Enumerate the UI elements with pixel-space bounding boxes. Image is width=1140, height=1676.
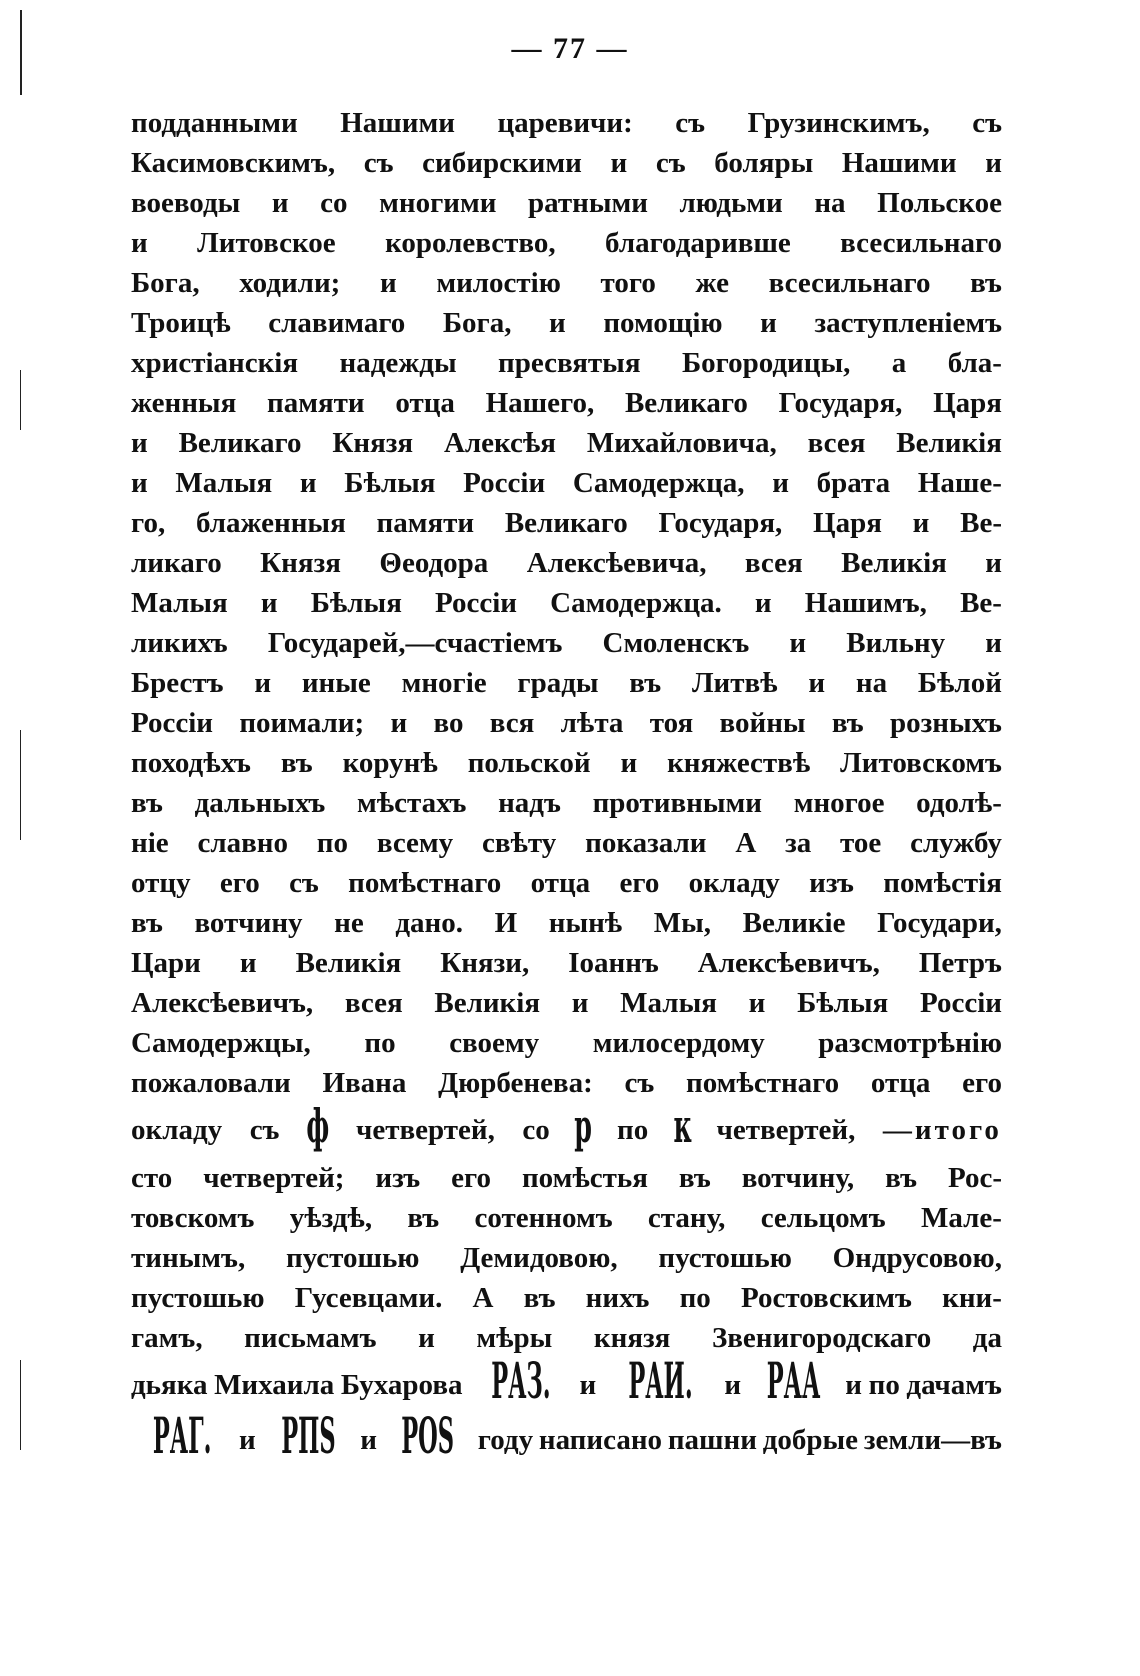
word: тоя — [649, 707, 694, 739]
word: Россіи — [919, 987, 1002, 1019]
word: же — [695, 267, 730, 299]
word: не — [334, 907, 364, 939]
word: на — [855, 667, 888, 699]
word: Малыя — [175, 467, 273, 499]
word: съ — [655, 147, 686, 179]
word: ратными — [528, 187, 648, 219]
word: —итого — [882, 1114, 1002, 1146]
word: королевство, — [385, 227, 556, 259]
word: И — [494, 907, 518, 939]
word: женныя — [131, 387, 237, 419]
word: славно — [197, 827, 288, 859]
word: Бога, — [442, 307, 512, 339]
word: Бѣлыя — [310, 587, 402, 619]
word: Рос- — [947, 1162, 1002, 1194]
word: и — [760, 307, 777, 339]
date-glyph: РАГ. — [152, 1413, 212, 1465]
word: Ростовскимъ — [740, 1282, 912, 1314]
word: и — [418, 1322, 435, 1354]
word: пустошью — [285, 1242, 420, 1274]
word: въ — [407, 1202, 440, 1234]
word: окладу — [131, 1114, 223, 1146]
word: мѣры — [476, 1322, 553, 1354]
word: Государя, — [658, 507, 783, 539]
word: Великія — [434, 987, 541, 1019]
word: и — [724, 1369, 742, 1401]
word: помѣстнаго — [348, 867, 502, 899]
word: за — [785, 827, 812, 859]
text-line-1 — [131, 103, 1002, 143]
word: надъ — [498, 787, 561, 819]
word: дьяка — [131, 1369, 208, 1401]
word: пашни — [667, 1424, 757, 1456]
word: и — [985, 147, 1002, 179]
word: Нашимъ, — [804, 587, 927, 619]
body-text — [131, 103, 1002, 1468]
word: кни- — [942, 1282, 1002, 1314]
word: Царя — [813, 507, 882, 539]
word: окладу — [688, 867, 780, 899]
word: Литовское — [197, 227, 336, 259]
date-glyph: РПS — [280, 1413, 336, 1465]
word: и — [789, 627, 807, 659]
word: и — [754, 587, 772, 619]
word: со — [522, 1114, 550, 1146]
word: надежды — [339, 347, 457, 379]
word: четвертей; — [203, 1162, 345, 1194]
word: Малыя — [620, 987, 717, 1019]
text-line-6 — [131, 303, 1002, 343]
word: ніе — [131, 827, 169, 859]
word: его — [451, 1162, 491, 1194]
word: пустошью — [658, 1242, 792, 1274]
word: благодарившe — [605, 227, 791, 259]
word: Ивана — [322, 1067, 407, 1099]
text-line-3 — [131, 183, 1002, 223]
word: всесильнаго — [768, 267, 931, 299]
text-line-11 — [131, 503, 1002, 543]
word: всея — [807, 427, 866, 459]
word: Михайловича, — [586, 427, 777, 459]
word: и — [571, 987, 589, 1019]
text-line-17 — [131, 743, 1002, 783]
word: службу — [910, 827, 1002, 859]
word: Князя — [332, 427, 414, 459]
word: помощію — [603, 307, 723, 339]
word: ликаго — [131, 547, 222, 579]
word: Князя — [260, 547, 341, 579]
word: всесильнаго — [840, 227, 1002, 259]
word: въ — [970, 267, 1002, 299]
word: его — [962, 1067, 1002, 1099]
text-line-12 — [131, 543, 1002, 583]
word: Ве- — [960, 587, 1002, 619]
word: земли—въ — [863, 1424, 1002, 1456]
word: розныхъ — [890, 707, 1002, 739]
text-line-26 — [131, 1103, 1002, 1158]
word: Великія — [295, 947, 402, 979]
word: а — [891, 347, 907, 379]
word: дачамъ — [906, 1369, 1002, 1401]
word: Бѣлыя — [344, 467, 436, 499]
word: Гусевцами. — [294, 1282, 443, 1314]
text-line-28 — [131, 1198, 1002, 1238]
word: Смоленскъ — [602, 627, 750, 659]
scan-edge-mid — [20, 370, 21, 430]
text-line-7 — [131, 343, 1002, 383]
word: Нашими — [340, 107, 455, 139]
date-glyph: РАИ. — [628, 1358, 693, 1410]
word: въ — [831, 707, 864, 739]
word: стану, — [647, 1202, 726, 1234]
word: бла- — [947, 347, 1002, 379]
text-line-29 — [131, 1238, 1002, 1278]
word: иные — [301, 667, 371, 699]
word: Петръ — [918, 947, 1002, 979]
word: Великаго — [178, 427, 302, 459]
word: войны — [719, 707, 806, 739]
word: Князи, — [440, 947, 530, 979]
word: въ — [131, 907, 163, 939]
word: разсмотрѣнію — [818, 1027, 1002, 1059]
word: корунѣ — [342, 747, 438, 779]
word: отца — [530, 867, 591, 899]
word: и — [772, 467, 789, 499]
word: и — [808, 667, 826, 699]
numeral-glyph: р — [574, 1103, 593, 1153]
word: въ — [629, 667, 662, 699]
text-line-32 — [131, 1358, 1002, 1413]
word: и — [299, 467, 317, 499]
word: и — [845, 1369, 863, 1401]
word: и — [985, 547, 1002, 579]
word: Бухарова — [340, 1369, 463, 1401]
word: Великаго — [504, 507, 628, 539]
text-line-13 — [131, 583, 1002, 623]
word: Великаго — [624, 387, 748, 419]
word: и — [985, 627, 1002, 659]
word: памяти — [376, 507, 475, 539]
word: Царя — [933, 387, 1002, 419]
word: Касимовскимъ, — [131, 147, 336, 179]
word: Алексѣевичъ, — [131, 987, 314, 1019]
word: и — [620, 747, 638, 779]
word: по — [617, 1114, 649, 1146]
word: и — [610, 147, 628, 179]
text-line-16 — [131, 703, 1002, 743]
word: ликихъ — [131, 627, 228, 659]
word: помѣстія — [883, 867, 1002, 899]
word: Бѣлой — [917, 667, 1002, 699]
word: отцу — [131, 867, 191, 899]
word: своему — [449, 1027, 540, 1059]
word: милостію — [436, 267, 561, 299]
text-line-19 — [131, 823, 1002, 863]
text-line-31 — [131, 1318, 1002, 1358]
word: князя — [593, 1322, 671, 1354]
word: Ве- — [960, 507, 1002, 539]
numeral-glyph: ф — [306, 1103, 330, 1153]
word: въ — [678, 1162, 711, 1194]
word: и — [360, 1424, 377, 1456]
word: изъ — [375, 1162, 421, 1194]
word: и — [239, 947, 257, 979]
word: А — [472, 1282, 494, 1314]
word: царевичи: — [497, 107, 633, 139]
word: въ — [280, 747, 313, 779]
word: Польское — [877, 187, 1002, 219]
text-line-4 — [131, 223, 1002, 263]
word: памяти — [267, 387, 365, 419]
text-line-5 — [131, 263, 1002, 303]
text-line-27 — [131, 1158, 1002, 1198]
word: Государи, — [877, 907, 1002, 939]
text-line-8 — [131, 383, 1002, 423]
word: того — [600, 267, 656, 299]
word: христіанскія — [131, 347, 299, 379]
word: Великіе — [742, 907, 846, 939]
word: помѣстья — [521, 1162, 648, 1194]
word: и — [131, 427, 148, 459]
text-line-23 — [131, 983, 1002, 1023]
word: славимаго — [268, 307, 406, 339]
word: отца — [870, 1067, 931, 1099]
word: сотенномъ — [474, 1202, 613, 1234]
word: показали — [585, 827, 707, 859]
word: подданными — [131, 107, 298, 139]
word: всея — [744, 547, 803, 579]
text-line-2 — [131, 143, 1002, 183]
word: Россіи — [131, 707, 214, 739]
word: тое — [840, 827, 882, 859]
word: многіе — [401, 667, 487, 699]
text-line-9 — [131, 423, 1002, 463]
word: нихъ — [585, 1282, 650, 1314]
word: нынѣ — [548, 907, 623, 939]
word: Мы, — [653, 907, 712, 939]
word: многое — [793, 787, 885, 819]
word: съ — [289, 867, 319, 899]
text-line-30 — [131, 1278, 1002, 1318]
page-number: — 77 — — [511, 32, 629, 65]
word: людьми — [679, 187, 783, 219]
word: товскомъ — [131, 1202, 255, 1234]
scan-edge-bottom — [20, 1360, 21, 1450]
word: всему — [376, 827, 454, 859]
text-line-22 — [131, 943, 1002, 983]
word: по — [364, 1027, 396, 1059]
word: съ — [972, 107, 1002, 139]
word: походѣхъ — [131, 747, 251, 779]
word: ходили; — [239, 267, 341, 299]
word: заступленіемъ — [814, 307, 1002, 339]
word: Самодержца. — [550, 587, 722, 619]
word: дальныхъ — [194, 787, 326, 819]
word: го, — [131, 507, 166, 539]
word: пресвятыя — [498, 347, 641, 379]
word: Россіи — [435, 587, 518, 619]
text-line-18 — [131, 783, 1002, 823]
text-line-10 — [131, 463, 1002, 503]
word: польской — [467, 747, 591, 779]
word: письмамъ — [244, 1322, 377, 1354]
word: тинымъ, — [131, 1242, 246, 1274]
word: изъ — [809, 867, 854, 899]
word: А — [735, 827, 757, 859]
word: съ — [624, 1067, 655, 1099]
word: въ — [131, 787, 163, 819]
word: дано. — [395, 907, 463, 939]
word: Брестъ — [131, 667, 224, 699]
word: вотчину — [194, 907, 303, 939]
word: четвертей, — [356, 1114, 495, 1146]
word: и — [390, 707, 408, 739]
word: по — [868, 1369, 900, 1401]
text-line-15 — [131, 663, 1002, 703]
word: и — [260, 587, 278, 619]
word: Мале- — [920, 1202, 1002, 1234]
word: во — [433, 707, 464, 739]
word: отца — [395, 387, 455, 419]
word: Нашими — [841, 147, 957, 179]
word: Бога, — [131, 267, 200, 299]
word: съ — [249, 1114, 280, 1146]
word: и — [748, 987, 766, 1019]
word: на — [814, 187, 846, 219]
word: написано — [538, 1424, 663, 1456]
word: княжествѣ — [667, 747, 811, 779]
word: Михаила — [214, 1369, 335, 1401]
word: въ — [523, 1282, 556, 1314]
word: и — [549, 307, 566, 339]
word: добрые — [762, 1424, 859, 1456]
word: Литовскомъ — [840, 747, 1002, 779]
word: мѣстахъ — [356, 787, 467, 819]
word: Алексѣя — [443, 427, 556, 459]
word: четвертей, — [716, 1114, 856, 1146]
word: Государя, — [778, 387, 903, 419]
word: Троицѣ — [131, 307, 231, 339]
word: Великія — [896, 427, 1002, 459]
text-line-33 — [131, 1413, 1002, 1468]
word: Бѣлыя — [797, 987, 889, 1019]
word: Литвѣ — [691, 667, 778, 699]
word: и — [239, 1424, 256, 1456]
word: да — [972, 1322, 1002, 1354]
word: блаженныя — [195, 507, 346, 539]
word: Демидовою, — [460, 1242, 618, 1274]
text-lines — [131, 103, 1002, 1103]
numeral-glyph: к — [673, 1103, 692, 1153]
word: Цари — [131, 947, 201, 979]
word: Звенигородскаго — [711, 1322, 932, 1354]
word: сто — [131, 1162, 173, 1194]
word: гамъ, — [131, 1322, 203, 1354]
date-glyph: РАЗ. — [491, 1358, 551, 1410]
word: въ — [885, 1162, 917, 1194]
word: Θеодора — [379, 547, 489, 579]
word: и — [131, 467, 148, 499]
word: одолѣ- — [916, 787, 1002, 819]
word: всея — [344, 987, 403, 1019]
text-line-21 — [131, 903, 1002, 943]
word: и — [912, 507, 930, 539]
word: по — [316, 827, 348, 859]
word: вся — [489, 707, 535, 739]
word: боляры — [714, 147, 814, 179]
word: воеводы — [131, 187, 241, 219]
word: Нашего, — [485, 387, 595, 419]
word: Алексѣевича, — [526, 547, 707, 579]
word: сибирскими — [422, 147, 582, 179]
word: году — [477, 1424, 534, 1456]
word: Самодержца, — [572, 467, 745, 499]
word: свѣту — [482, 827, 557, 859]
word: Ондрусовою, — [832, 1242, 1002, 1274]
word: Россіи — [463, 467, 546, 499]
date-glyph: РОS — [400, 1413, 454, 1465]
word: Государей,—счастіемъ — [267, 627, 563, 659]
word: помѣстнаго — [686, 1067, 840, 1099]
word: Малыя — [131, 587, 228, 619]
word: Алексѣевичъ, — [697, 947, 880, 979]
word: многими — [379, 187, 497, 219]
word: Наше- — [917, 467, 1002, 499]
word: и — [379, 267, 397, 299]
word: Дюрбенева: — [438, 1067, 593, 1099]
word: лѣта — [560, 707, 624, 739]
word: Богородицы, — [681, 347, 851, 379]
word: и — [254, 667, 272, 699]
word: Вильну — [846, 627, 946, 659]
word: грады — [517, 667, 599, 699]
word: сельцомъ — [760, 1202, 886, 1234]
date-glyph: РАА — [766, 1358, 820, 1410]
word: пожаловали — [131, 1067, 291, 1099]
word: вотчину, — [741, 1162, 855, 1194]
word: противными — [592, 787, 762, 819]
text-line-25 — [131, 1063, 1002, 1103]
word: его — [619, 867, 660, 899]
word: милосердому — [592, 1027, 765, 1059]
text-line-24 — [131, 1023, 1002, 1063]
word: уѣздѣ, — [289, 1202, 373, 1234]
word: со — [320, 187, 348, 219]
word: по — [679, 1282, 711, 1314]
word: его — [219, 867, 260, 899]
text-line-14 — [131, 623, 1002, 663]
word: и — [271, 187, 289, 219]
word: Великія — [841, 547, 947, 579]
word: Грузинскимъ, — [747, 107, 930, 139]
word: Самодержцы, — [131, 1027, 311, 1059]
scan-edge-low — [20, 730, 21, 840]
word: съ — [363, 147, 394, 179]
word: съ — [675, 107, 706, 139]
word: Іоаннъ — [568, 947, 659, 979]
word: поимали; — [239, 707, 365, 739]
word: и — [579, 1369, 597, 1401]
text-line-20 — [131, 863, 1002, 903]
word: и — [131, 227, 148, 259]
word: пустошью — [131, 1282, 265, 1314]
word: брата — [816, 467, 891, 499]
